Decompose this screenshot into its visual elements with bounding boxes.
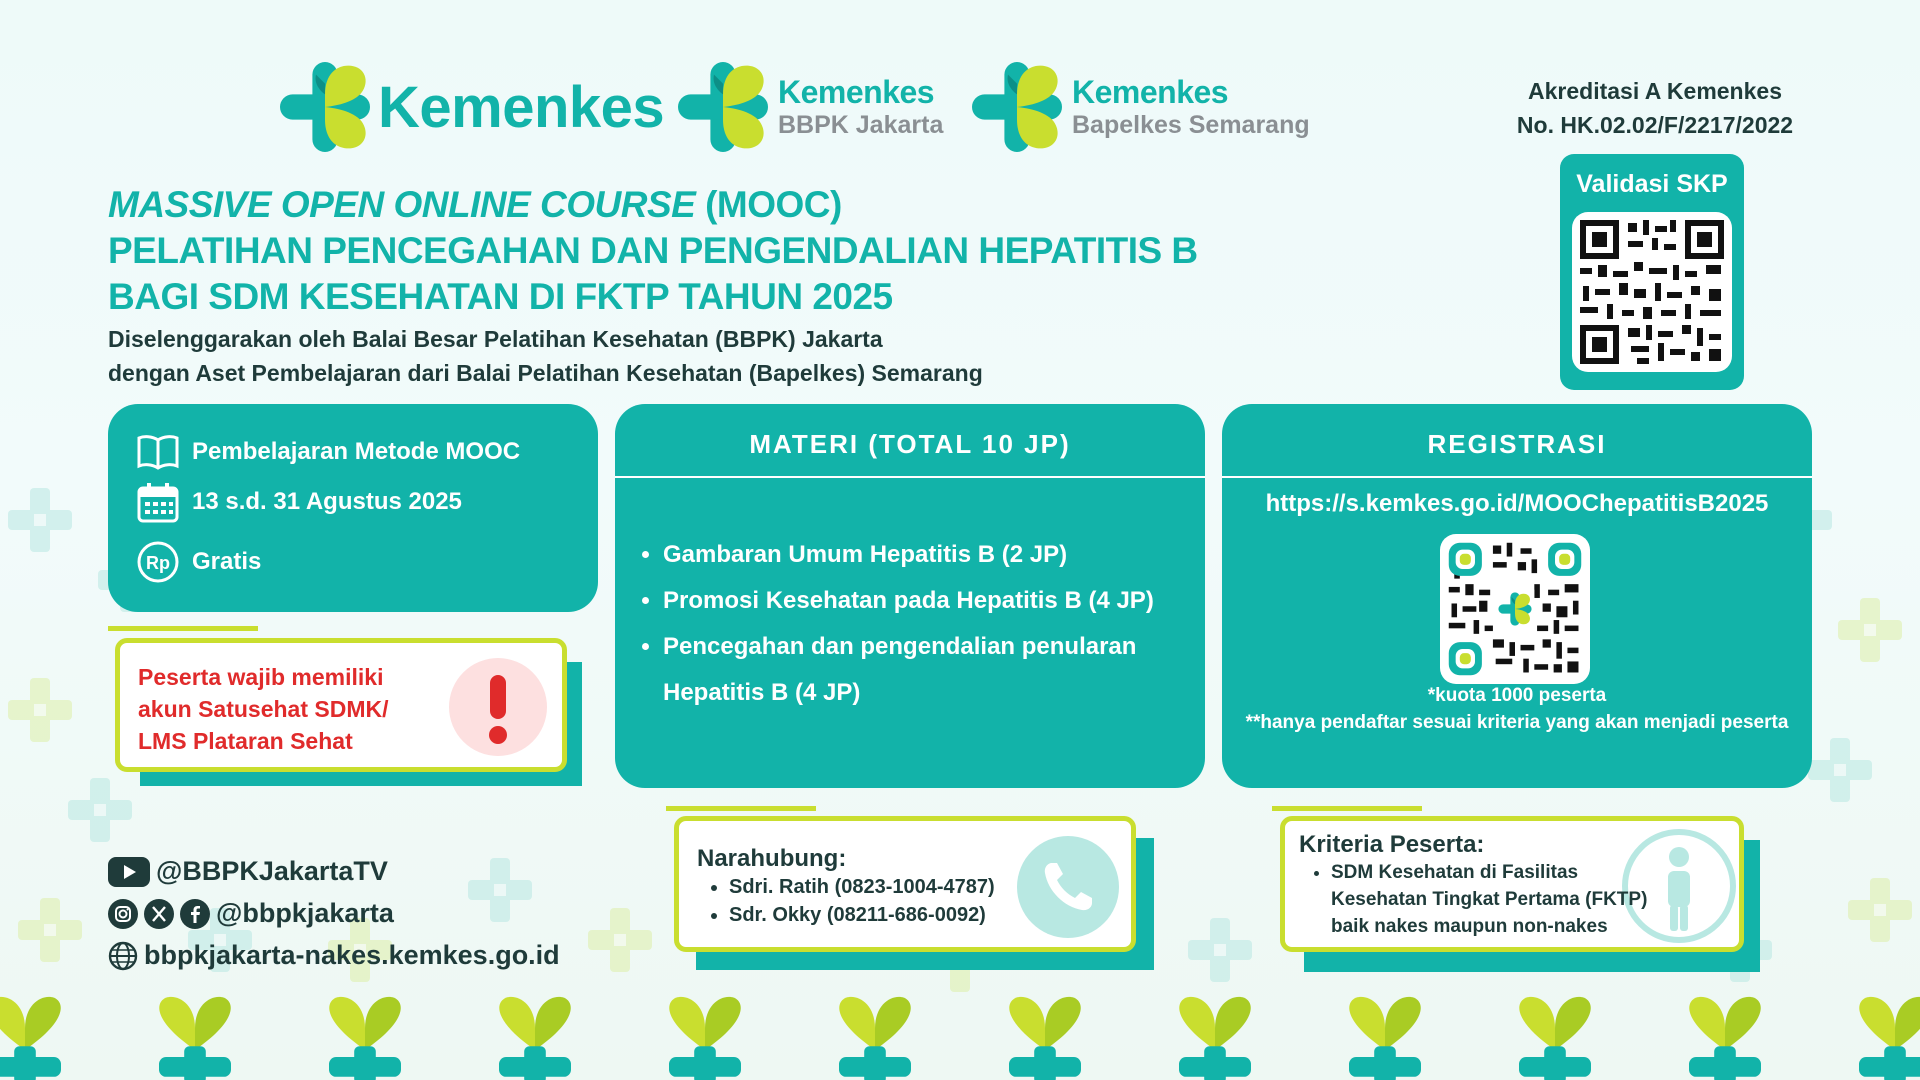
date-text: 13 s.d. 31 Agustus 2025 <box>192 488 462 515</box>
validation-skp-label: Validasi SKP <box>1576 170 1728 198</box>
contact-person[interactable]: • Sdr. Okky (08211-686-0092) <box>729 901 995 929</box>
accreditation-info <box>1470 74 1840 142</box>
contact-content <box>697 845 995 929</box>
social-row[interactable] <box>108 898 394 929</box>
exclamation-icon <box>448 657 548 757</box>
materi-item: • Promosi Kesehatan pada Hepatitis B (4 JP) <box>663 578 1185 624</box>
warning-line: Peserta wajib memiliki <box>138 664 384 690</box>
quota-note: *kuota 1000 peserta <box>1427 685 1607 706</box>
registrasi-heading: REGISTRASI <box>1222 404 1812 478</box>
mooc-heading <box>108 184 1528 226</box>
calendar-icon <box>136 480 180 524</box>
kriteria-item: • SDM Kesehatan di Fasilitas Kesehatan Tingkat Pertama (FKTP) baik nakes maupun non-nakes <box>1331 859 1679 940</box>
website-row[interactable] <box>108 940 560 971</box>
accreditation-number: No. HK.02.02/F/2217/2022 <box>1516 112 1794 138</box>
registration-notes <box>1242 682 1792 736</box>
contact-person[interactable]: • Sdri. Ratih (0823-1004-4787) <box>729 873 995 901</box>
registrasi-card <box>1222 404 1812 788</box>
qr-code-icon <box>1577 217 1727 367</box>
warning-line: LMS Plataran Sehat <box>138 728 353 754</box>
kemenkes-mark-icon <box>280 62 370 152</box>
materi-heading: MATERI (TOTAL 10 JP) <box>615 404 1205 478</box>
price-row <box>136 540 261 584</box>
materi-list <box>615 532 1205 716</box>
youtube-row[interactable] <box>108 856 388 887</box>
skp-qr-code[interactable] <box>1572 212 1732 372</box>
registration-qr-code[interactable] <box>1440 534 1590 684</box>
kriteria-callout <box>1280 816 1744 952</box>
x-icon <box>144 899 174 929</box>
kriteria-list <box>1299 859 1679 940</box>
date-row <box>136 480 462 524</box>
registration-link[interactable]: https://s.kemkes.go.id/MOOChepatitisB2025 <box>1265 490 1769 517</box>
bbpk-jakarta-logo <box>678 62 943 152</box>
facebook-icon <box>180 899 210 929</box>
logo-wordmark: Kemenkes <box>778 74 935 111</box>
book-icon <box>136 432 180 472</box>
mooc-abbr: (MOOC) <box>695 184 842 225</box>
rupiah-icon <box>136 540 180 584</box>
youtube-icon <box>108 857 150 887</box>
kemenkes-mark-icon <box>678 62 768 152</box>
instagram-icon <box>108 899 138 929</box>
info-card <box>108 404 598 612</box>
organizer-line-2: dengan Aset Pembelajaran dari Balai Pelatihan Kesehatan (Bapelkes) Semarang <box>108 360 983 386</box>
materi-card <box>615 404 1205 788</box>
kemenkes-mark-icon <box>972 62 1062 152</box>
warning-text <box>138 661 389 757</box>
bapelkes-semarang-logo <box>972 62 1310 152</box>
materi-item: • Pencegahan dan pengendalian penularan Hepatitis B (4 JP) <box>663 624 1185 716</box>
materi-item: • Gambaran Umum Hepatitis B (2 JP) <box>663 532 1185 578</box>
website-url: bbpkjakarta-nakes.kemkes.go.id <box>144 940 560 970</box>
mooc-italic: MASSIVE OPEN ONLINE COURSE <box>108 184 696 225</box>
kriteria-content <box>1299 831 1719 940</box>
method-row <box>136 432 520 472</box>
criteria-note: **hanya pendaftar sesuai kriteria yang akan menjadi peserta <box>1245 712 1789 733</box>
organizer-line-1: Diselenggarakan oleh Balai Besar Pelatihan Kesehatan (BBPK) Jakarta <box>108 326 883 352</box>
phone-icon <box>1016 835 1120 939</box>
accreditation-line: Akreditasi A Kemenkes <box>1528 78 1782 104</box>
logo-wordmark: Kemenkes <box>1072 74 1229 111</box>
logo-subtitle: BBPK Jakarta <box>778 111 944 140</box>
price-text: Gratis <box>192 548 262 575</box>
logo-subtitle: Bapelkes Semarang <box>1072 111 1310 140</box>
warning-line: akun Satusehat SDMK/ <box>138 696 389 722</box>
contact-title: Narahubung: <box>697 845 847 872</box>
globe-icon <box>108 941 138 971</box>
kriteria-accent-bar <box>1272 806 1422 811</box>
warning-callout <box>115 638 567 772</box>
validation-skp-panel <box>1560 154 1744 390</box>
contact-callout <box>674 816 1136 952</box>
contact-accent-bar <box>666 806 816 811</box>
qr-code-icon <box>1446 540 1584 678</box>
kemenkes-logo <box>280 62 664 152</box>
title-block <box>108 184 1528 390</box>
kriteria-title: Kriteria Peserta: <box>1299 831 1485 858</box>
youtube-handle: @BBPKJakartaTV <box>156 856 388 886</box>
warning-accent-bar <box>108 626 258 631</box>
rupiah-glyph: Rp <box>146 553 170 573</box>
method-text: Pembelajaran Metode MOOC <box>192 438 521 465</box>
bottom-decoration-strip <box>0 990 1920 1080</box>
page-title-line-2: PELATIHAN PENCEGAHAN DAN PENGENDALIAN HEPATITIS B <box>108 230 1198 271</box>
social-handle: @bbpkjakarta <box>216 898 394 928</box>
logo-wordmark: Kemenkes <box>378 74 665 140</box>
page-title-line-3: BAGI SDM KESEHATAN DI FKTP TAHUN 2025 <box>108 276 893 317</box>
contact-list <box>697 873 995 929</box>
